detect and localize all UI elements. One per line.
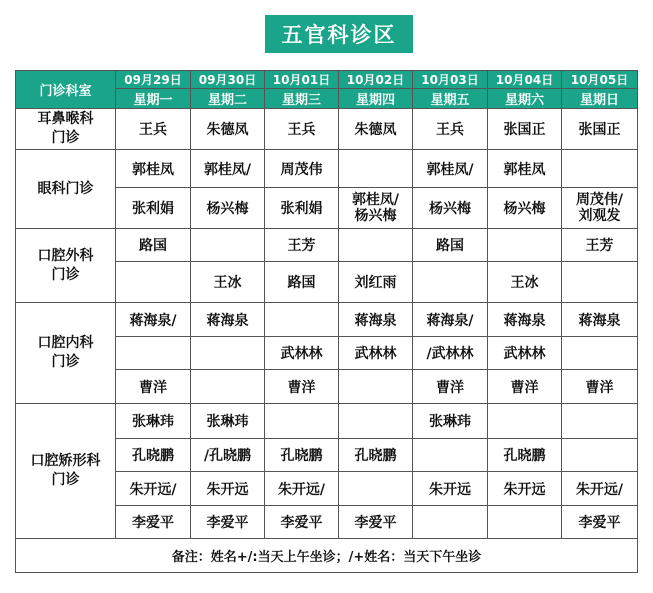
date-header: 10月01日 [265, 71, 339, 89]
department-name [16, 303, 116, 404]
department-name-line: 门诊 [51, 266, 80, 283]
doctor-cell: 曹洋 [116, 370, 191, 404]
doctor-cell: 路国 [116, 229, 191, 262]
doctor-cell [562, 404, 638, 439]
doctor-cell: 张琳玮 [191, 404, 265, 439]
department-name-line: 耳鼻喉科 [37, 111, 94, 127]
doctor-cell [488, 404, 562, 439]
doctor-cell: 王芳 [265, 229, 339, 262]
doctor-cell: 朱开远 [413, 472, 488, 506]
doctor-name-line: 杨兴梅 [354, 208, 397, 224]
department-name-line: 门诊 [51, 130, 80, 146]
doctor-cell: 杨兴梅 [488, 188, 562, 229]
doctor-cell: 王兵 [116, 109, 191, 150]
department-name [16, 229, 116, 303]
note-text: 备注：姓名+/:当天上午坐诊；/+姓名：当天下午坐诊 [16, 539, 638, 573]
department-name [16, 109, 116, 150]
doctor-cell: 蒋海泉 [339, 303, 413, 337]
doctor-cell: 蒋海泉 [488, 303, 562, 337]
schedule-row [16, 150, 638, 188]
doctor-cell [413, 262, 488, 303]
doctor-cell: 张国正 [562, 109, 638, 150]
doctor-cell: 蒋海泉 [191, 303, 265, 337]
doctor-cell: 王冰 [191, 262, 265, 303]
doctor-cell: 王兵 [265, 109, 339, 150]
doctor-cell: 曹洋 [562, 370, 638, 404]
department-name-line: 眼科门诊 [37, 180, 94, 197]
date-header: 09月30日 [191, 71, 265, 89]
note-row [16, 539, 638, 573]
doctor-cell [488, 506, 562, 539]
doctor-cell: 蒋海泉 [562, 303, 638, 337]
doctor-cell [265, 303, 339, 337]
date-header: 09月29日 [116, 71, 191, 89]
doctor-cell: 武林林 [265, 337, 339, 370]
doctor-cell: 路国 [265, 262, 339, 303]
doctor-cell [339, 370, 413, 404]
doctor-cell: 张利娟 [265, 188, 339, 229]
doctor-cell: 张琳玮 [413, 404, 488, 439]
doctor-cell: 路国 [413, 229, 488, 262]
weekday-header: 星期六 [488, 89, 562, 109]
doctor-cell: 郭桂凤 [488, 150, 562, 188]
doctor-cell [116, 337, 191, 370]
schedule-row [16, 229, 638, 262]
doctor-cell: 王兵 [413, 109, 488, 150]
doctor-cell: 周茂伟 [265, 150, 339, 188]
doctor-cell: 张琳玮 [116, 404, 191, 439]
doctor-cell: 朱开远/ [562, 472, 638, 506]
doctor-cell: 郭桂凤/ [413, 150, 488, 188]
doctor-cell [339, 472, 413, 506]
doctor-cell: 朱德凤 [191, 109, 265, 150]
doctor-cell [562, 439, 638, 472]
doctor-cell: 孔晓鹏 [488, 439, 562, 472]
doctor-cell [339, 404, 413, 439]
doctor-cell: /武林林 [413, 337, 488, 370]
schedule-row [16, 109, 638, 150]
doctor-cell [562, 262, 638, 303]
doctor-cell: 蒋海泉/ [116, 303, 191, 337]
dept-header: 门诊科室 [16, 71, 116, 109]
doctor-cell: 朱开远 [488, 472, 562, 506]
weekday-header: 星期日 [562, 89, 638, 109]
doctor-cell: 朱德凤 [339, 109, 413, 150]
doctor-cell: 王芳 [562, 229, 638, 262]
schedule-body [16, 109, 638, 539]
department-name-line: 口腔矫形科 [30, 453, 101, 469]
schedule-table [15, 70, 638, 573]
doctor-cell: 曹洋 [265, 370, 339, 404]
doctor-cell: 蒋海泉/ [413, 303, 488, 337]
department-name-line: 口腔外科 [37, 247, 94, 264]
doctor-cell: 杨兴梅 [413, 188, 488, 229]
doctor-cell: 杨兴梅 [191, 188, 265, 229]
doctor-cell: 李爱平 [191, 506, 265, 539]
doctor-cell: 张国正 [488, 109, 562, 150]
date-header: 10月05日 [562, 71, 638, 89]
page-title: 五官科诊区 [265, 15, 413, 53]
schedule-row [16, 303, 638, 337]
doctor-cell [339, 188, 413, 229]
doctor-cell [413, 506, 488, 539]
doctor-cell [339, 229, 413, 262]
doctor-name-line: 郭桂凤/ [351, 192, 400, 208]
weekday-header: 星期二 [191, 89, 265, 109]
doctor-cell [191, 337, 265, 370]
doctor-cell [191, 229, 265, 262]
doctor-cell: 武林林 [488, 337, 562, 370]
doctor-cell: 孔晓鹏 [265, 439, 339, 472]
doctor-cell: 曹洋 [488, 370, 562, 404]
weekday-header: 星期三 [265, 89, 339, 109]
doctor-cell: 孔晓鹏 [116, 439, 191, 472]
doctor-cell [562, 337, 638, 370]
doctor-cell: 张利娟 [116, 188, 191, 229]
date-header: 10月03日 [413, 71, 488, 89]
doctor-cell [562, 188, 638, 229]
doctor-cell: 朱开远/ [265, 472, 339, 506]
doctor-cell: 李爱平 [339, 506, 413, 539]
doctor-cell [413, 439, 488, 472]
department-name [16, 150, 116, 229]
doctor-cell: 曹洋 [413, 370, 488, 404]
date-header: 10月02日 [339, 71, 413, 89]
doctor-name-line: 刘观发 [578, 208, 621, 224]
doctor-cell: /孔晓鹏 [191, 439, 265, 472]
doctor-cell [562, 150, 638, 188]
doctor-cell [339, 150, 413, 188]
doctor-cell: 武林林 [339, 337, 413, 370]
department-name-line: 口腔内科 [37, 335, 94, 351]
doctor-cell: 孔晓鹏 [339, 439, 413, 472]
doctor-cell: 朱开远/ [116, 472, 191, 506]
weekday-header: 星期四 [339, 89, 413, 109]
doctor-cell: 李爱平 [265, 506, 339, 539]
doctor-cell: 刘红雨 [339, 262, 413, 303]
doctor-cell: 李爱平 [562, 506, 638, 539]
doctor-cell [116, 262, 191, 303]
header-date-row [16, 71, 638, 89]
weekday-header: 星期一 [116, 89, 191, 109]
doctor-name-line: 周茂伟/ [575, 192, 624, 208]
department-name-line: 门诊 [51, 472, 80, 488]
doctor-cell: 王冰 [488, 262, 562, 303]
doctor-cell: 郭桂凤 [116, 150, 191, 188]
weekday-header: 星期五 [413, 89, 488, 109]
doctor-cell [191, 370, 265, 404]
department-name-line: 门诊 [51, 354, 80, 370]
doctor-cell: 郭桂凤/ [191, 150, 265, 188]
doctor-cell [265, 404, 339, 439]
schedule-row [16, 404, 638, 439]
doctor-cell [488, 229, 562, 262]
doctor-cell: 李爱平 [116, 506, 191, 539]
doctor-cell: 朱开远 [191, 472, 265, 506]
department-name [16, 404, 116, 539]
date-header: 10月04日 [488, 71, 562, 89]
